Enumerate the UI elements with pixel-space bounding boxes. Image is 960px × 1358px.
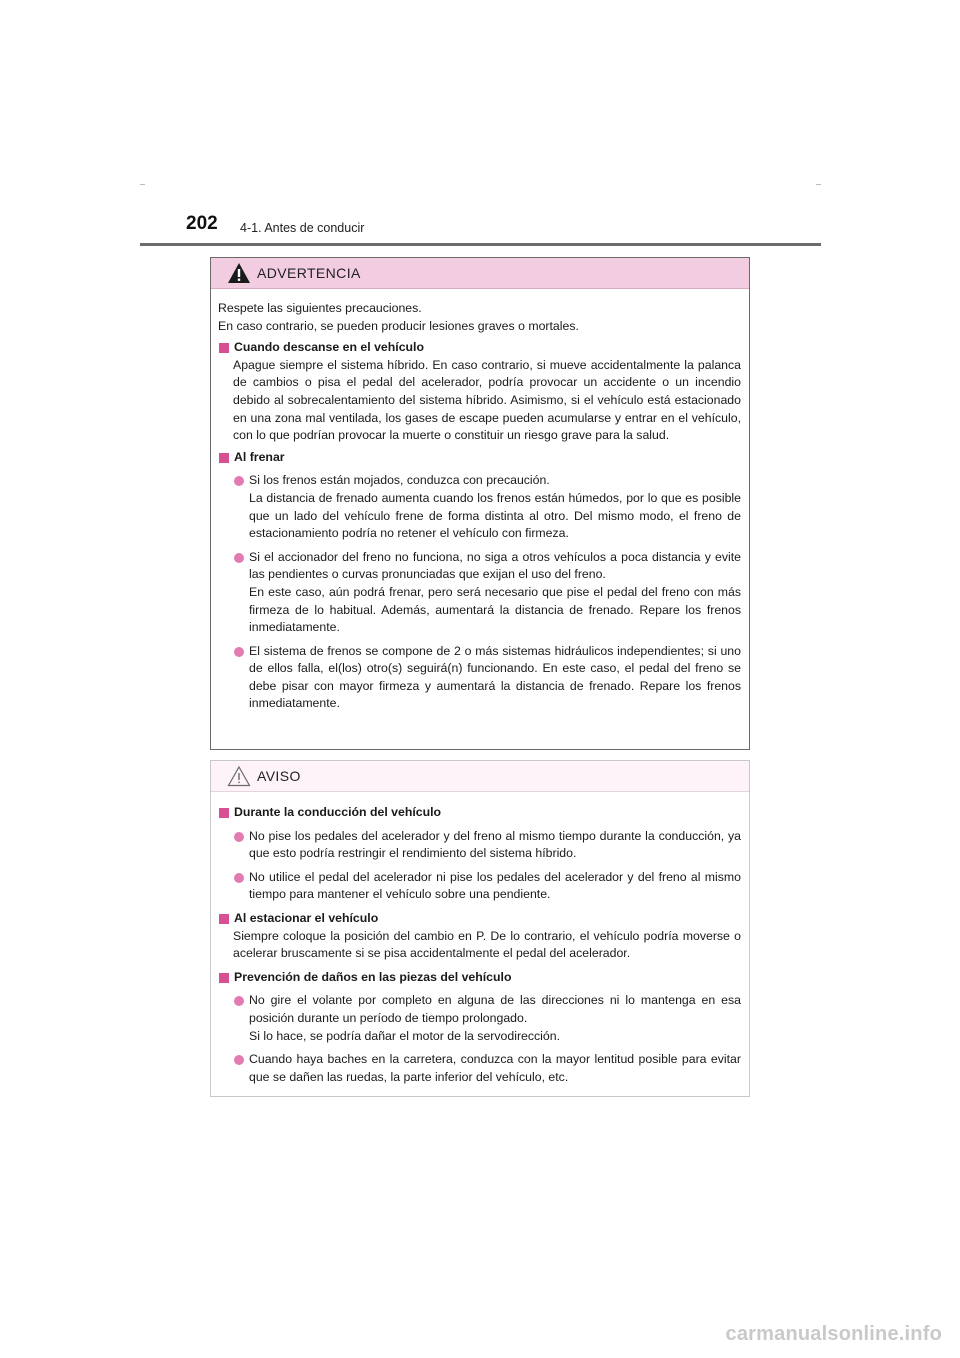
list-item (218, 869, 741, 904)
warning-section-resting (218, 339, 741, 445)
warning-intro-line: En caso contrario, se pueden producir lesiones graves o mortales. (218, 318, 579, 333)
list-item (218, 828, 741, 863)
list-item-text (249, 549, 741, 637)
circle-bullet-icon (234, 647, 244, 657)
notice-box-header (211, 761, 749, 792)
list-item-text (249, 828, 741, 863)
section-heading-text: Al estacionar el vehículo (234, 910, 379, 925)
list-item-line: No gire el volante por completo en alguna de las direcciones ni lo mantenga en esa posición durante un período de tiempo prolongado. (249, 993, 741, 1025)
section-heading (218, 449, 741, 467)
list-item (218, 1051, 741, 1086)
square-bullet-icon (219, 973, 229, 983)
list-item-line: El sistema de frenos se compone de 2 o más sistemas hidráulicos independientes; si uno de ellos falla, el(los) otro(s) seguirá(n) funcionando. En este caso, el pedal del freno se debe pisar con mayor firmeza y aumentará la distancia de frenado. Repare los frenos inmediatamente. (249, 643, 741, 711)
section-heading (218, 339, 741, 357)
list-item-text (249, 992, 741, 1045)
square-bullet-icon (219, 343, 229, 353)
page-number: 202 (186, 213, 218, 234)
section-heading (218, 804, 741, 822)
header-rule (140, 243, 821, 246)
list-item-line: En este caso, aún podrá frenar, pero será necesario que pise el pedal del freno con más firmeza de lo habitual. Además, aumentará la distancia de frenado. Repare los frenos inmediatamente. (249, 584, 741, 635)
list-item-text (249, 472, 741, 542)
list-item-line: Si los frenos están mojados, conduzca con precaución. (249, 473, 550, 488)
section-heading-text: Al frenar (234, 449, 285, 464)
list-item (218, 472, 741, 542)
list-item (218, 992, 741, 1045)
warning-box-body (211, 289, 749, 713)
section-paragraph: Siempre coloque la posición del cambio en P. De lo contrario, el vehículo podría moverse o acelerar bruscamente si se pisa accidentalmente el pedal del acelerador. (233, 928, 741, 961)
warning-intro-line: Respete las siguientes precauciones. (218, 301, 422, 315)
warning-intro (218, 300, 741, 335)
list-item-line: La distancia de frenado aumenta cuando los frenos están húmedos, por lo que es posible que un lado del vehículo frene de forma distinta al otro. Del mismo modo, el freno de estacionamiento podría no retener el vehículo con firmeza. (249, 490, 741, 541)
list-item-line: Cuando haya baches en la carretera, conduzca con la mayor lentitud posible para evitar que se dañen las ruedas, la parte inferior del vehículo, etc. (249, 1052, 741, 1084)
watermark: carmanualsonline.info (725, 1323, 942, 1345)
section-title: 4-1. Antes de conducir (240, 221, 365, 235)
section-paragraph: Apague siempre el sistema híbrido. En caso contrario, si mueve accidentalmente la palanca de cambios o pisa el pedal del acelerador, podría provocar un accidente o un incendio debido al sobrecalentamiento del sistema híbrido. Asimismo, si el vehículo está estacionado en una zona mal ventilada, los gases de escape pueden acumularse y entrar en el vehículo, con lo que podrían provocar la muerte o constituir un riesgo grave para la salud. (233, 357, 741, 443)
square-bullet-icon (219, 453, 229, 463)
notice-box (210, 760, 750, 1097)
notice-section-damage-prevention (218, 969, 741, 1087)
section-heading (218, 910, 741, 928)
notice-box-body (211, 792, 749, 1086)
list-item-text (249, 643, 741, 713)
section-heading-text: Cuando descanse en el vehículo (234, 340, 424, 355)
section-heading-text: Prevención de daños en las piezas del vehículo (234, 969, 512, 984)
circle-bullet-icon (234, 996, 244, 1006)
warning-section-braking (218, 449, 741, 713)
warning-triangle-icon (227, 262, 251, 284)
warning-box-header (211, 258, 749, 289)
warning-box-title: ADVERTENCIA (257, 265, 361, 281)
warning-box (210, 257, 750, 750)
crop-mark-right (816, 184, 821, 185)
list-item-text (249, 869, 741, 904)
square-bullet-icon (219, 808, 229, 818)
caution-triangle-outline-icon (227, 765, 251, 787)
circle-bullet-icon (234, 476, 244, 486)
list-item-line: No pise los pedales del acelerador y del freno al mismo tiempo durante la conducción, ya que esto podría restringir el rendimiento del sistema híbrido. (249, 828, 741, 861)
list-item (218, 643, 741, 713)
circle-bullet-icon (234, 1055, 244, 1065)
list-item (218, 549, 741, 637)
circle-bullet-icon (234, 553, 244, 563)
notice-box-title: AVISO (257, 768, 301, 784)
circle-bullet-icon (234, 832, 244, 842)
circle-bullet-icon (234, 873, 244, 883)
notice-section-driving (218, 804, 741, 904)
list-item-text (249, 1051, 741, 1086)
list-item-line: No utilice el pedal del acelerador ni pise los pedales del acelerador y del freno al mismo tiempo para mantener el vehículo sobre una pendiente. (249, 869, 741, 902)
list-item-line: Si el accionador del freno no funciona, no siga a otros vehículos a poca distancia y evite las pendientes o curvas pronunciadas que exijan el uso del freno. (249, 549, 741, 582)
notice-section-parking (218, 910, 741, 963)
crop-mark-left (140, 184, 145, 185)
section-heading (218, 969, 741, 987)
square-bullet-icon (219, 914, 229, 924)
section-heading-text: Durante la conducción del vehículo (234, 805, 442, 819)
list-item-line: Si lo hace, se podría dañar el motor de la servodirección. (249, 1028, 561, 1043)
